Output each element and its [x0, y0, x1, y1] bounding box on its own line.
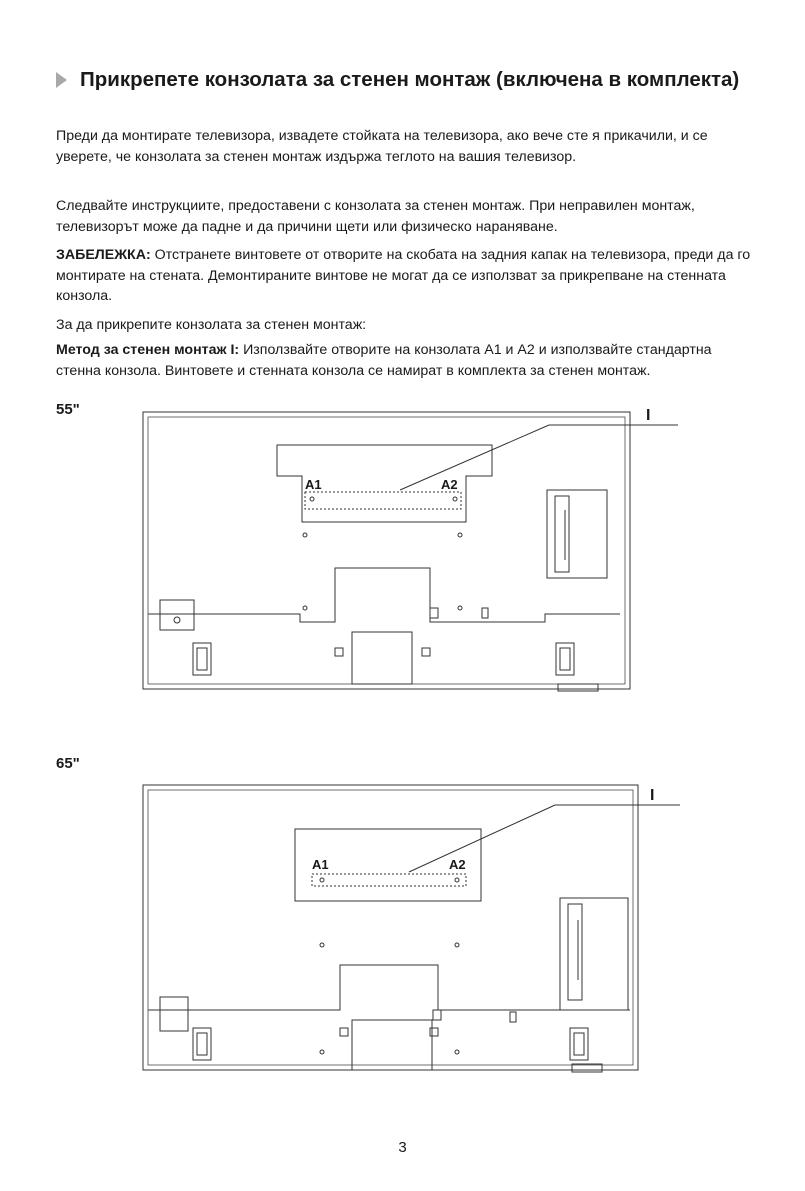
bracket-panel-65	[295, 829, 481, 947]
handle-right-55	[556, 643, 574, 675]
hole-label-a1-55: A1	[305, 477, 322, 492]
heading-text: Прикрепете конзолата за стенен монтаж (включена в комплекта)	[80, 68, 740, 91]
method-label: Метод за стенен монтаж I:	[56, 342, 240, 358]
section-heading	[56, 66, 756, 93]
hole-label-a1-65: A1	[312, 857, 329, 872]
paragraph-note	[56, 245, 756, 307]
size-label-55: 55"	[56, 401, 80, 418]
input-block-55	[160, 600, 194, 630]
bullet-triangle-icon	[56, 72, 67, 88]
size-label-65: 65"	[56, 755, 80, 772]
tv-outline-65	[143, 785, 638, 1070]
clip-left-65	[340, 1028, 348, 1036]
stand-area-65	[148, 965, 630, 1070]
page-number: 3	[398, 1139, 407, 1156]
ports-panel-55	[547, 490, 607, 578]
tv-back-diagram-65	[0, 780, 805, 1080]
tv-outline-55	[143, 412, 630, 689]
bottom-tab-55	[558, 684, 598, 691]
clip-right-55	[422, 648, 430, 656]
note-text: Отстранете винтовете от отворите на скобата на задния капак на телевизора, преди да го монтирате на стената. Демонтираните винтове не могат да се използват за прикрепване на стенната конзола.	[56, 247, 751, 304]
clip-left-55	[335, 648, 343, 656]
handle-left-65	[193, 1028, 211, 1060]
ports-panel-65	[560, 898, 628, 1010]
hole-label-a2-55: A2	[441, 477, 458, 492]
handle-left-55	[193, 643, 211, 675]
input-block-65	[160, 997, 188, 1031]
callout-label-55: I	[646, 407, 651, 424]
paragraph-intro: Преди да монтирате телевизора, извадете стойката на телевизора, ако вече сте я прикачили, и се уверете, че конзолата за стенен монтаж издържа теглото на вашия телевизор.	[56, 128, 708, 165]
method-text: Използвайте отворите на конзолата A1 и A2 и използвайте стандартна стенна конзола. Винтовете и стенната конзола се намират в комплекта за стенен монтаж.	[56, 342, 712, 379]
callout-label-65: I	[650, 787, 655, 804]
paragraph-attach: За да прикрепите конзолата за стенен монтаж:	[56, 317, 367, 333]
handle-right-65	[570, 1028, 588, 1060]
clip-right-65	[430, 1028, 438, 1036]
tv-back-diagram-55	[0, 400, 805, 705]
paragraph-instructions: Следвайте инструкциите, предоставени с конзолата за стенен монтаж. При неправилен монтаж, телевизорът може да падне и да причини щети или физическо нараняване.	[56, 198, 695, 235]
stand-area-55	[148, 568, 620, 684]
note-label: ЗАБЕЛЕЖКА:	[56, 247, 151, 263]
paragraph-method	[56, 340, 756, 381]
hole-label-a2-65: A2	[449, 857, 466, 872]
